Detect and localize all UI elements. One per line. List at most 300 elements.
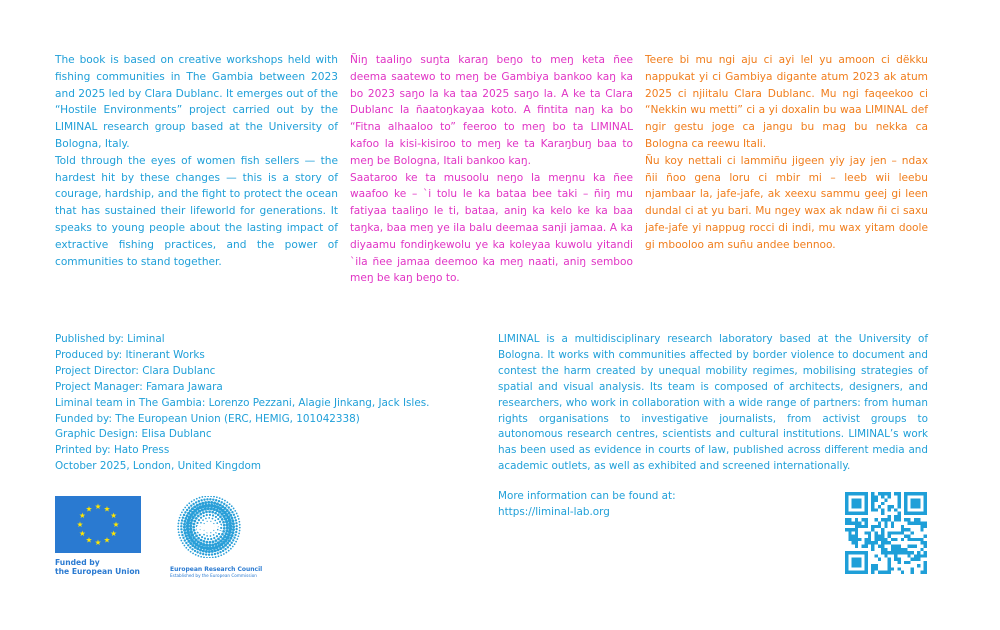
- qr-module: [845, 551, 848, 554]
- erc-dot: [222, 521, 225, 524]
- erc-dot: [232, 528, 235, 531]
- erc-dot: [180, 528, 182, 530]
- erc-dot: [206, 541, 209, 544]
- erc-dot: [199, 549, 202, 552]
- qr-module: [881, 535, 884, 538]
- eu-star-icon: ★: [110, 529, 117, 539]
- qr-module: [914, 522, 917, 525]
- erc-dot: [184, 520, 187, 523]
- qr-module: [894, 518, 897, 521]
- erc-dot: [187, 544, 189, 546]
- qr-module: [888, 508, 891, 511]
- qr-module: [911, 531, 914, 534]
- qr-module: [865, 508, 868, 511]
- qr-module: [845, 561, 848, 564]
- credit-manager: Project Manager: Famara Jawara: [55, 380, 223, 393]
- qr-module: [852, 512, 855, 515]
- erc-dot: [183, 523, 186, 526]
- erc-dot: [180, 540, 182, 542]
- erc-dot: [184, 532, 187, 535]
- erc-dot: [207, 501, 210, 504]
- qr-module: [897, 512, 900, 515]
- erc-dot: [182, 516, 184, 518]
- qr-module: [901, 548, 904, 551]
- erc-dot: [196, 547, 199, 550]
- qr-module: [855, 541, 858, 544]
- erc-dot: [236, 513, 238, 515]
- qr-module: [894, 551, 897, 554]
- erc-dot: [203, 515, 205, 517]
- qr-module: [894, 548, 897, 551]
- qr-module: [858, 522, 861, 525]
- erc-dot: [221, 505, 224, 508]
- erc-dot: [205, 511, 208, 514]
- erc-dot: [234, 543, 236, 545]
- erc-dot: [220, 554, 222, 556]
- erc-dot: [239, 530, 241, 532]
- erc-dot: [222, 550, 224, 552]
- erc-dot: [222, 530, 225, 533]
- qr-module: [917, 492, 920, 495]
- qr-module: [852, 571, 855, 574]
- qr-module: [878, 571, 881, 574]
- qr-module: [891, 531, 894, 534]
- qr-module: [924, 554, 927, 557]
- erc-dot: [183, 529, 186, 532]
- qr-module: [894, 538, 897, 541]
- erc-dot: [213, 508, 216, 511]
- erc-dot: [224, 500, 226, 502]
- erc-dot: [217, 513, 220, 516]
- qr-module: [917, 522, 920, 525]
- qr-module: [884, 571, 887, 574]
- qr-module: [858, 499, 861, 502]
- qr-module: [920, 525, 923, 528]
- qr-module: [901, 528, 904, 531]
- qr-module: [888, 492, 891, 495]
- qr-module: [907, 544, 910, 547]
- qr-module: [884, 525, 887, 528]
- erc-dot: [224, 548, 226, 550]
- qr-module: [924, 499, 927, 502]
- qr-module: [888, 558, 891, 561]
- qr-code-icon[interactable]: [845, 492, 927, 574]
- erc-dot: [188, 502, 190, 504]
- erc-dot: [203, 540, 206, 543]
- qr-module: [897, 518, 900, 521]
- erc-dot: [193, 499, 195, 501]
- qr-module: [858, 558, 861, 561]
- erc-dot: [200, 539, 203, 542]
- qr-module: [871, 544, 874, 547]
- qr-module: [881, 548, 884, 551]
- qr-module: [881, 495, 884, 498]
- erc-dot: [177, 525, 179, 527]
- eu-caption-line1: Funded by: [55, 558, 100, 567]
- erc-dot: [208, 510, 211, 513]
- erc-dot: [197, 537, 200, 540]
- wolof-paragraph-2: Ñu koy nettali ci lammiñu jigeen yiy jay jen – ndax ñii ñoo gena loru ci mbir mi – leeb wii leebu njambaar la, jafe-jafe, ak xeexu sammu geej gi leen dundal ci at yu bari. Mu ngey wax ak ndaw ñi ci saxu jafe-jafe yi nappug rocci di indi, mu wax yitam doole gi mboolоо am suñu andee bennoo.: [645, 154, 928, 251]
- qr-module: [845, 567, 848, 570]
- erc-dot: [234, 516, 236, 518]
- qr-module: [852, 535, 855, 538]
- erc-dot: [202, 549, 205, 552]
- qr-module: [924, 522, 927, 525]
- erc-dot: [228, 539, 231, 542]
- erc-dot: [212, 514, 214, 516]
- qr-module: [848, 551, 851, 554]
- eu-flag-icon: [55, 496, 141, 553]
- erc-dot: [230, 509, 232, 511]
- erc-dot: [229, 537, 232, 540]
- erc-dot: [180, 514, 182, 516]
- qr-module: [907, 561, 910, 564]
- erc-dot: [208, 550, 211, 553]
- qr-module: [920, 548, 923, 551]
- qr-module: [858, 525, 861, 528]
- qr-module: [904, 508, 907, 511]
- erc-dot: [219, 497, 221, 499]
- qr-module: [884, 522, 887, 525]
- qr-module: [920, 492, 923, 495]
- eu-star-icon: ★: [79, 529, 86, 539]
- qr-module: [855, 518, 858, 521]
- erc-dot: [184, 545, 186, 547]
- erc-dot: [197, 555, 199, 557]
- qr-module: [907, 535, 910, 538]
- credit-printer: Printed by: Hato Press: [55, 444, 170, 457]
- erc-dot: [217, 541, 220, 544]
- qr-module: [865, 522, 868, 525]
- qr-module: [901, 571, 904, 574]
- erc-dot: [183, 514, 185, 516]
- qr-module: [881, 571, 884, 574]
- erc-dot: [198, 500, 200, 502]
- qr-module: [845, 502, 848, 505]
- qr-module: [884, 499, 887, 502]
- qr-module: [878, 505, 881, 508]
- erc-dot: [215, 539, 218, 542]
- erc-dot: [229, 514, 232, 517]
- qr-module: [881, 544, 884, 547]
- qr-module: [875, 525, 878, 528]
- qr-module: [881, 531, 884, 534]
- qr-module: [907, 512, 910, 515]
- qr-module: [852, 541, 855, 544]
- qr-module: [855, 535, 858, 538]
- erc-dot: [199, 513, 202, 516]
- qr-module: [852, 564, 855, 567]
- qr-module: [855, 551, 858, 554]
- erc-dot: [239, 527, 241, 529]
- erc-dot: [225, 504, 227, 506]
- erc-dot: [233, 508, 235, 510]
- qr-module: [852, 538, 855, 541]
- eu-star-icon: ★: [94, 538, 102, 548]
- erc-dot: [196, 498, 198, 500]
- erc-dot: [215, 556, 217, 558]
- qr-module: [865, 544, 868, 547]
- erc-dot: [187, 540, 190, 543]
- mandinka-paragraph-1: Ñiŋ taaliŋo suŋta karaŋ beŋo to meŋ keta ñee deema saatewo to meŋ be Gambiya bankoo kaŋ ka bo 2023 saŋo la ka taa 2025 saŋo la. A ke ta Clara Dublanc la ñaatoŋkayaa koto. A fintita naŋ ka bo “Fitna alhaaloo to” feeroo to meŋ bo ta LIMINAL kafoo la kisi-kisiroo to meŋ ke ta Karaŋbuŋ baa to meŋ be Bologna, Itali bankoo kaŋ.: [350, 54, 633, 167]
- erc-dot: [235, 525, 237, 527]
- qr-module: [907, 492, 910, 495]
- qr-module: [891, 548, 894, 551]
- erc-dot: [227, 546, 229, 548]
- qr-module: [891, 505, 894, 508]
- erc-dot: [211, 550, 214, 553]
- qr-module: [888, 561, 891, 564]
- erc-dot: [237, 515, 239, 517]
- qr-module: [865, 492, 868, 495]
- qr-module: [904, 548, 907, 551]
- qr-module: [891, 525, 894, 528]
- erc-dot: [198, 503, 201, 506]
- qr-module: [904, 502, 907, 505]
- qr-module: [917, 558, 920, 561]
- qr-module: [917, 499, 920, 502]
- qr-module: [875, 495, 878, 498]
- qr-module: [852, 528, 855, 531]
- erc-dot: [208, 544, 211, 547]
- erc-dot: [217, 538, 220, 541]
- erc-dot: [209, 557, 211, 558]
- qr-module: [858, 512, 861, 515]
- qr-module: [897, 551, 900, 554]
- credit-publisher: Published by: Liminal: [55, 333, 165, 345]
- qr-module: [911, 567, 914, 570]
- qr-module: [924, 567, 927, 570]
- erc-dot: [232, 522, 235, 525]
- erc-dot: [201, 502, 204, 505]
- erc-dot: [210, 496, 212, 497]
- qr-module: [924, 544, 927, 547]
- erc-dot: [190, 519, 193, 522]
- more-info: [498, 489, 676, 521]
- erc-dot: [219, 547, 222, 550]
- erc-dot: [181, 519, 183, 521]
- qr-module: [881, 508, 884, 511]
- qr-module: [920, 538, 923, 541]
- qr-module: [904, 495, 907, 498]
- erc-dot: [182, 542, 184, 544]
- qr-module: [881, 528, 884, 531]
- mandinka-text-column: [350, 52, 633, 287]
- qr-module: [852, 561, 855, 564]
- erc-dot: [205, 553, 207, 555]
- erc-dot: [238, 533, 240, 535]
- qr-module: [897, 548, 900, 551]
- website-link[interactable]: https://liminal-lab.org: [498, 505, 610, 518]
- qr-module: [845, 571, 848, 574]
- qr-module: [855, 492, 858, 495]
- qr-module: [855, 531, 858, 534]
- erc-dot: [184, 511, 186, 513]
- qr-module: [924, 564, 927, 567]
- english-paragraph-2: Told through the eyes of women fish sellers — the hardest hit by these changes — this is a story of courage, hardship, and the fight to protect the ocean that has sustained their lifeworld for generations. It speaks to young people about the lasting impact of extractive fishing practices, and the power of communities to stand together.: [55, 154, 338, 268]
- qr-module: [911, 492, 914, 495]
- qr-module: [904, 499, 907, 502]
- erc-dot: [215, 516, 217, 518]
- qr-module: [924, 551, 927, 554]
- erc-dot: [231, 511, 233, 513]
- qr-module: [888, 551, 891, 554]
- qr-module: [858, 492, 861, 495]
- qr-module: [914, 554, 917, 557]
- qr-module: [904, 535, 907, 538]
- erc-dot: [181, 534, 183, 536]
- erc-dot: [235, 531, 237, 533]
- qr-module: [897, 558, 900, 561]
- qr-module: [845, 522, 848, 525]
- erc-dot: [228, 550, 230, 552]
- qr-module: [914, 505, 917, 508]
- qr-module: [848, 528, 851, 531]
- qr-module: [855, 499, 858, 502]
- qr-module: [924, 561, 927, 564]
- qr-module: [855, 538, 858, 541]
- qr-module: [871, 499, 874, 502]
- qr-module: [904, 561, 907, 564]
- erc-dot: [234, 510, 236, 512]
- qr-module: [924, 571, 927, 574]
- erc-dot: [185, 542, 187, 544]
- qr-module: [897, 499, 900, 502]
- qr-module: [861, 518, 864, 521]
- qr-module: [852, 505, 855, 508]
- erc-dot: [231, 534, 234, 537]
- eu-caption: [55, 558, 141, 576]
- erc-dot: [187, 549, 189, 551]
- qr-module: [871, 505, 874, 508]
- qr-module: [884, 541, 887, 544]
- qr-module: [865, 554, 868, 557]
- erc-dot: [228, 511, 231, 514]
- qr-module: [894, 515, 897, 518]
- qr-module: [865, 531, 868, 534]
- erc-dot: [226, 523, 229, 526]
- erc-dot: [212, 546, 216, 550]
- qr-module: [904, 551, 907, 554]
- erc-dot: [219, 551, 221, 553]
- erc-dot: [191, 501, 193, 503]
- qr-module: [848, 512, 851, 515]
- qr-module: [920, 528, 923, 531]
- erc-dot: [233, 514, 235, 516]
- qr-module: [917, 564, 920, 567]
- qr-module: [924, 505, 927, 508]
- erc-dot: [204, 496, 206, 497]
- qr-module: [848, 522, 851, 525]
- qr-module: [884, 548, 887, 551]
- eu-star-icon: ★: [103, 535, 111, 545]
- qr-module: [868, 535, 871, 538]
- erc-dot: [237, 535, 239, 537]
- qr-module: [917, 551, 920, 554]
- qr-module: [888, 571, 891, 574]
- qr-module: [884, 554, 887, 557]
- qr-module: [855, 505, 858, 508]
- erc-dot: [204, 537, 206, 539]
- qr-module: [894, 544, 897, 547]
- erc-dot: [184, 517, 187, 520]
- erc-dot: [211, 553, 213, 555]
- qr-module: [920, 512, 923, 515]
- erc-dot: [223, 503, 225, 505]
- erc-dot: [184, 539, 186, 541]
- erc-dot: [190, 505, 192, 507]
- qr-module: [871, 564, 874, 567]
- erc-dot: [232, 539, 234, 541]
- qr-module: [917, 512, 920, 515]
- qr-module: [855, 512, 858, 515]
- qr-module: [914, 518, 917, 521]
- erc-dot: [186, 504, 188, 506]
- mandinka-paragraph-2: Saataroo ke ta musoolu neŋo la meŋnu ka ñee waafoo ke – `i tolu le ka bataa bee taki – ñiŋ mu fatiyaa taaliŋo le ti, bataa, aniŋ ka kelo ke ka baa taŋka, baa meŋ ye ila balu deemaa sanji jamaa. A ka diyaamu fondiŋkewolu ye ka koleyaa kuwolu yitandi `ila ñee jamaa deemoo ka meŋ naati, aniŋ semboo meŋ be kaŋ beŋo to.: [350, 171, 633, 285]
- english-text-column: [55, 52, 338, 270]
- erc-dot: [200, 556, 202, 558]
- qr-module: [871, 571, 874, 574]
- qr-module: [858, 564, 861, 567]
- qr-module: [852, 492, 855, 495]
- erc-dot: [189, 546, 191, 548]
- qr-module: [904, 492, 907, 495]
- qr-module: [845, 554, 848, 557]
- qr-module: [911, 512, 914, 515]
- erc-dot: [192, 526, 195, 529]
- qr-module: [865, 561, 868, 564]
- erc-dot: [235, 528, 237, 530]
- qr-module: [911, 505, 914, 508]
- erc-dot: [206, 557, 208, 558]
- qr-module: [911, 544, 914, 547]
- erc-dot: [209, 541, 212, 544]
- qr-module: [924, 492, 927, 495]
- qr-module: [911, 558, 914, 561]
- erc-dot: [231, 542, 233, 544]
- erc-dot: [235, 519, 237, 521]
- erc-dot: [235, 541, 237, 543]
- qr-module: [897, 495, 900, 498]
- erc-dot: [180, 525, 182, 527]
- qr-module: [914, 558, 917, 561]
- erc-dot: [204, 501, 207, 504]
- qr-module: [907, 518, 910, 521]
- erc-dot: [191, 548, 193, 550]
- erc-dot: [194, 550, 196, 552]
- qr-module: [911, 502, 914, 505]
- qr-module: [865, 525, 868, 528]
- qr-module: [878, 558, 881, 561]
- qr-module: [875, 518, 878, 521]
- qr-module: [884, 518, 887, 521]
- erc-dot: [202, 511, 205, 514]
- erc-dot: [190, 531, 193, 534]
- qr-module: [861, 571, 864, 574]
- erc-dot: [190, 551, 192, 553]
- erc-dot: [189, 528, 192, 531]
- qr-module: [865, 558, 868, 561]
- erc-dot: [178, 523, 180, 525]
- qr-module: [901, 525, 904, 528]
- erc-dot: [189, 525, 192, 528]
- qr-module: [897, 515, 900, 518]
- qr-module: [871, 495, 874, 498]
- erc-dot: [185, 547, 187, 549]
- erc-dot: [181, 511, 183, 513]
- erc-dot: [232, 525, 235, 528]
- qr-module: [858, 538, 861, 541]
